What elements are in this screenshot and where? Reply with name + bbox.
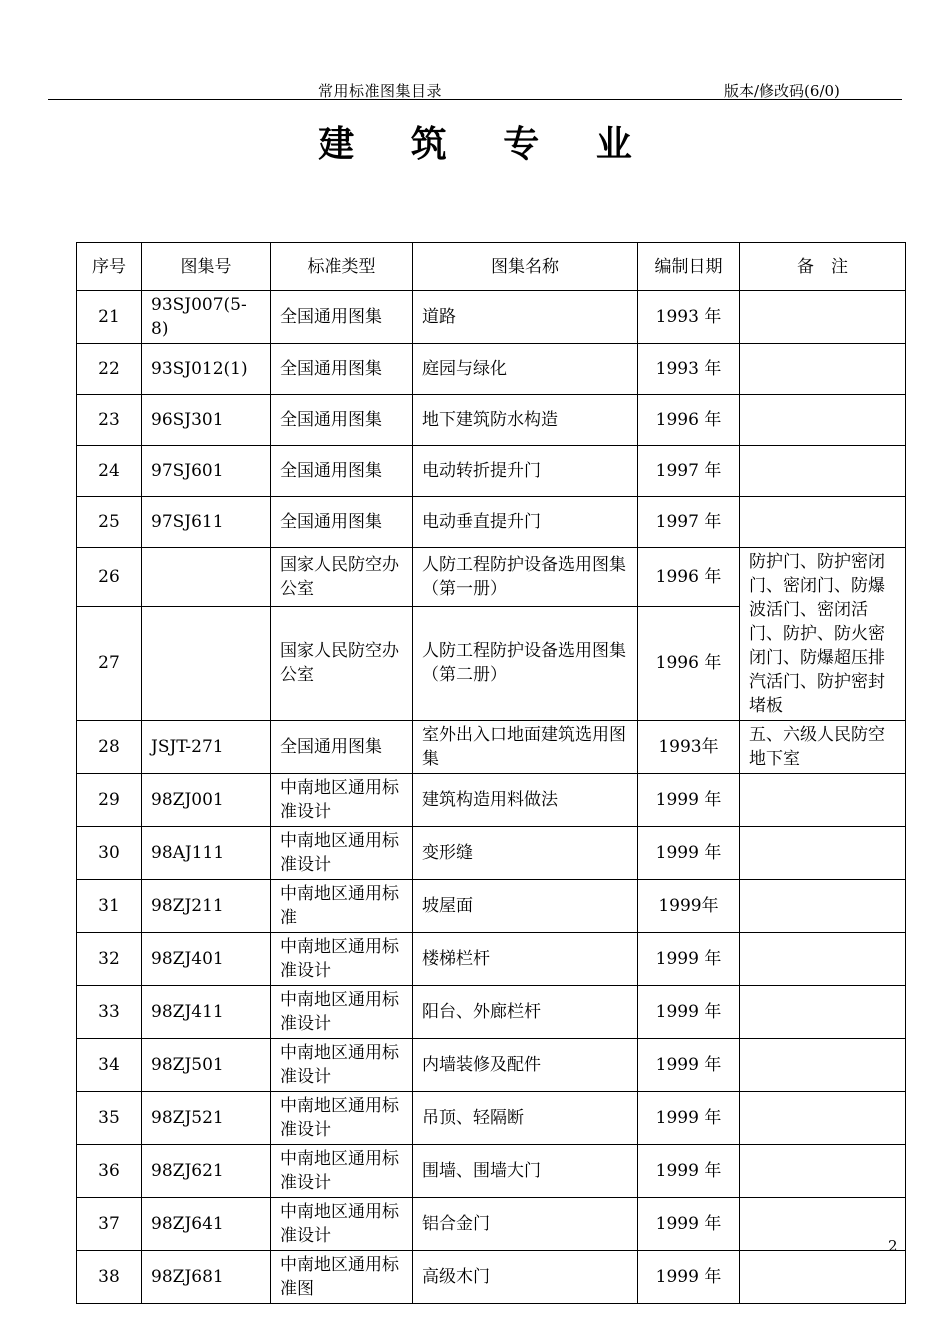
row-code: 93SJ012(1): [142, 344, 271, 395]
table-row: [77, 880, 906, 933]
row-type: 全国通用图集: [271, 497, 413, 548]
row-code: 98ZJ501: [142, 1039, 271, 1092]
row-name: 高级木门: [413, 1251, 638, 1304]
row-remark: [740, 986, 906, 1039]
row-code: 98ZJ211: [142, 880, 271, 933]
row-remark: [740, 395, 906, 446]
row-code: 98ZJ401: [142, 933, 271, 986]
row-type: 全国通用图集: [271, 344, 413, 395]
row-type: 国家人民防空办公室: [271, 548, 413, 607]
row-type: 全国通用图集: [271, 291, 413, 344]
col-header-date: 编制日期: [638, 243, 740, 291]
row-name: 楼梯栏杆: [413, 933, 638, 986]
row-code: 96SJ301: [142, 395, 271, 446]
row-type: 中南地区通用标准设计: [271, 1145, 413, 1198]
row-date: 1999 年: [638, 1198, 740, 1251]
row-no: 30: [77, 827, 142, 880]
table-row: [77, 395, 906, 446]
row-no: 29: [77, 774, 142, 827]
row-name: 人防工程防护设备选用图集（第一册）: [413, 548, 638, 607]
table-row: [77, 548, 906, 607]
page-title: 建 筑 专 业: [318, 124, 654, 165]
header-version: 版本/修改码(6/0): [724, 82, 840, 100]
row-no: 22: [77, 344, 142, 395]
header-rule: [48, 99, 902, 100]
col-header-remark: 备 注: [740, 243, 906, 291]
row-date: 1999 年: [638, 933, 740, 986]
row-date: 1996 年: [638, 548, 740, 607]
row-remark: 五、六级人民防空地下室: [740, 721, 906, 774]
row-name: 阳台、外廊栏杆: [413, 986, 638, 1039]
row-name: 地下建筑防水构造: [413, 395, 638, 446]
col-header-type: 标准类型: [271, 243, 413, 291]
row-remark: [740, 446, 906, 497]
row-name: 坡屋面: [413, 880, 638, 933]
row-no: 31: [77, 880, 142, 933]
row-date: 1996 年: [638, 395, 740, 446]
row-name: 吊顶、轻隔断: [413, 1092, 638, 1145]
row-date: 1999年: [638, 880, 740, 933]
row-name: 人防工程防护设备选用图集（第二册）: [413, 606, 638, 720]
row-name: 围墙、围墙大门: [413, 1145, 638, 1198]
row-no: 26: [77, 548, 142, 607]
row-remark: [740, 774, 906, 827]
row-no: 32: [77, 933, 142, 986]
row-date: 1997 年: [638, 497, 740, 548]
row-remark: [740, 1145, 906, 1198]
row-name: 内墙装修及配件: [413, 1039, 638, 1092]
row-remark: 防护门、防护密闭门、密闭门、防爆波活门、密闭活门、防护、防火密闭门、防爆超压排汽活门、防护密封堵板: [740, 548, 906, 721]
row-code: 98ZJ641: [142, 1198, 271, 1251]
row-type: 全国通用图集: [271, 395, 413, 446]
row-date: 1999 年: [638, 827, 740, 880]
table-row: [77, 497, 906, 548]
row-type: 中南地区通用标准设计: [271, 1039, 413, 1092]
row-code: 98ZJ621: [142, 1145, 271, 1198]
row-type: 中南地区通用标准图: [271, 1251, 413, 1304]
row-date: 1997 年: [638, 446, 740, 497]
row-no: 25: [77, 497, 142, 548]
table-row: [77, 1251, 906, 1304]
table-header-row: [77, 243, 906, 291]
row-no: 27: [77, 606, 142, 720]
row-no: 37: [77, 1198, 142, 1251]
header-title: 常用标准图集目录: [318, 82, 443, 100]
table-row: [77, 827, 906, 880]
row-no: 28: [77, 721, 142, 774]
row-code: [142, 548, 271, 607]
row-remark: [740, 1039, 906, 1092]
row-code: 98ZJ521: [142, 1092, 271, 1145]
row-no: 38: [77, 1251, 142, 1304]
row-date: 1999 年: [638, 774, 740, 827]
row-date: 1996 年: [638, 606, 740, 720]
row-no: 34: [77, 1039, 142, 1092]
row-date: 1993年: [638, 721, 740, 774]
row-date: 1999 年: [638, 986, 740, 1039]
row-code: 98AJ111: [142, 827, 271, 880]
row-type: 中南地区通用标准设计: [271, 986, 413, 1039]
col-header-code: 图集号: [142, 243, 271, 291]
row-remark: [740, 291, 906, 344]
row-name: 道路: [413, 291, 638, 344]
row-date: 1993 年: [638, 291, 740, 344]
row-no: 21: [77, 291, 142, 344]
table-row: [77, 1092, 906, 1145]
row-remark: [740, 933, 906, 986]
row-code: 97SJ601: [142, 446, 271, 497]
catalog-table: [76, 242, 906, 1304]
row-type: 中南地区通用标准设计: [271, 1092, 413, 1145]
row-type: 中南地区通用标准设计: [271, 827, 413, 880]
row-date: 1999 年: [638, 1145, 740, 1198]
table-row: [77, 1198, 906, 1251]
row-remark: [740, 497, 906, 548]
row-type: 全国通用图集: [271, 446, 413, 497]
table-row: [77, 933, 906, 986]
row-type: 中南地区通用标准设计: [271, 774, 413, 827]
row-type: 中南地区通用标准设计: [271, 933, 413, 986]
row-name: 室外出入口地面建筑选用图集: [413, 721, 638, 774]
row-name: 变形缝: [413, 827, 638, 880]
row-remark: [740, 1198, 906, 1251]
row-name: 建筑构造用料做法: [413, 774, 638, 827]
row-code: 93SJ007(5-8): [142, 291, 271, 344]
row-remark: [740, 1251, 906, 1304]
table-row: [77, 1039, 906, 1092]
row-date: 1999 年: [638, 1039, 740, 1092]
row-no: 23: [77, 395, 142, 446]
page-number: 2: [888, 1237, 898, 1255]
row-no: 24: [77, 446, 142, 497]
row-remark: [740, 827, 906, 880]
row-type: 国家人民防空办公室: [271, 606, 413, 720]
row-no: 35: [77, 1092, 142, 1145]
row-type: 全国通用图集: [271, 721, 413, 774]
col-header-no: 序号: [77, 243, 142, 291]
col-header-name: 图集名称: [413, 243, 638, 291]
row-type: 中南地区通用标准设计: [271, 1198, 413, 1251]
row-no: 33: [77, 986, 142, 1039]
row-code: [142, 606, 271, 720]
row-no: 36: [77, 1145, 142, 1198]
row-code: 98ZJ001: [142, 774, 271, 827]
row-remark: [740, 344, 906, 395]
row-code: 97SJ611: [142, 497, 271, 548]
table-row: [77, 774, 906, 827]
row-type: 中南地区通用标准: [271, 880, 413, 933]
row-name: 铝合金门: [413, 1198, 638, 1251]
row-code: JSJT-271: [142, 721, 271, 774]
row-remark: [740, 880, 906, 933]
table-row: [77, 291, 906, 344]
table-row: [77, 721, 906, 774]
row-remark: [740, 1092, 906, 1145]
table-row: [77, 446, 906, 497]
table-row: [77, 344, 906, 395]
row-date: 1993 年: [638, 344, 740, 395]
row-date: 1999 年: [638, 1092, 740, 1145]
table-row: [77, 986, 906, 1039]
row-name: 庭园与绿化: [413, 344, 638, 395]
row-name: 电动垂直提升门: [413, 497, 638, 548]
row-date: 1999 年: [638, 1251, 740, 1304]
row-code: 98ZJ681: [142, 1251, 271, 1304]
row-name: 电动转折提升门: [413, 446, 638, 497]
row-code: 98ZJ411: [142, 986, 271, 1039]
table-row: [77, 1145, 906, 1198]
